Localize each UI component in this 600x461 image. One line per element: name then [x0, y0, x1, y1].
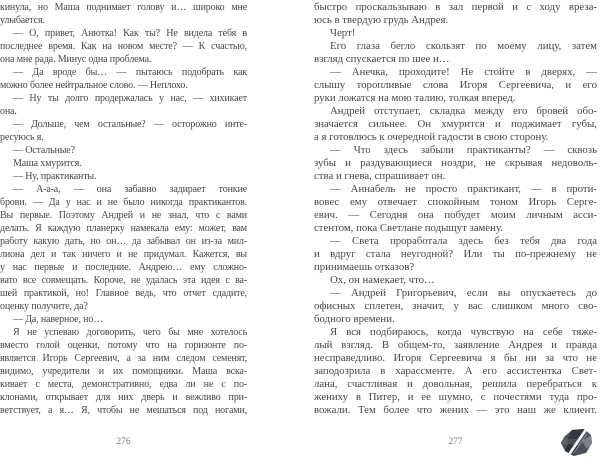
- text-line: Андрей отступает, складка между его бровей обо-: [330, 105, 597, 117]
- text-line: слышу торопливые слова Игоря Сергеевича, и его: [314, 79, 597, 91]
- text-line: — Анечка, проходите! Не стойте в дверях, —: [330, 66, 597, 78]
- text-line: — Ну, практиканты.: [13, 171, 97, 182]
- text-line: — Да, наверное, но…: [13, 314, 104, 325]
- text-line: — Что здесь забыли практиканты? — сквозь: [330, 144, 597, 156]
- text-line: она.: [0, 106, 17, 117]
- left-page-number: 276: [116, 437, 131, 447]
- text-line: является Игорь Сергеевич, а за ним следом семенят,: [0, 353, 247, 364]
- text-line: быстро проскальзываю в зал первой и с ходу вреза-: [314, 1, 597, 13]
- text-line: лиона дел и так ничего и не придумал. Кажется, вы: [0, 249, 247, 260]
- text-line: евич. — Сегодня она побудет моим личным асси-: [314, 209, 597, 221]
- left-page-text: [0, 1, 247, 417]
- text-line: — Аннабель не просто практикант, — в проти-: [330, 183, 597, 195]
- left-page[interactable]: [0, 1, 247, 417]
- text-line: оценку получите, да?: [0, 301, 88, 312]
- text-line: — Ну ты долго продержалась у нас, — хихикает: [13, 93, 247, 104]
- text-line: значается сильнее. Он хмурится и поджимает губы,: [314, 118, 597, 130]
- text-line: можно более нейтральное слово. — Неплохо.: [0, 80, 188, 91]
- text-line: лана, счастливая и довольная, решила перебраться к: [314, 378, 597, 390]
- text-line: взгляд спускается по шее и…: [314, 53, 450, 65]
- text-line: а я готовлюсь к очередной гадости в свою сторону.: [314, 131, 549, 143]
- text-line: стентом, пока Светлане подыщут замену.: [314, 222, 503, 234]
- text-line: Его глаза бегло скользят по моему лицу, затем: [330, 40, 597, 52]
- text-line: бодного времени.: [314, 313, 395, 325]
- text-line: Вы первые. Поэтому Андрей и не знал, что с вами: [0, 210, 247, 221]
- text-line: работу какую дать, но он… да забывал он из-за мил-: [0, 236, 247, 247]
- text-line: — Остальные?: [13, 145, 75, 156]
- text-line: кивает с места, демонстративно, едва ли не с по-: [0, 379, 247, 390]
- right-page[interactable]: [314, 1, 597, 417]
- text-line: она мне рада. Минус одна проблема.: [0, 54, 152, 65]
- text-line: заподозрила в харассменте. А его ассистентка Свет-: [314, 365, 597, 377]
- text-line: — Света проработала здесь без тебя два года: [330, 235, 597, 247]
- text-line: кинула, но Маша поднимает голову и… широко мне: [0, 2, 247, 13]
- text-line: — Да вроде бы… — пытаюсь подобрать как: [13, 67, 247, 78]
- text-line: у нас первые и последние. Андрею… ему сложно-: [0, 262, 247, 273]
- text-line: Маша хмурится.: [13, 158, 82, 169]
- text-line: Я не успеваю договорить, чего бы мне хотелось: [13, 327, 247, 338]
- text-line: Ох, он намекает, что…: [330, 274, 435, 286]
- text-line: руки ложатся на мою талию, толкая вперед.: [314, 92, 516, 104]
- text-line: несправедливо. Игоря Сергеевича я бы ни за что не: [314, 352, 597, 364]
- text-line: делать. Я каждую планерку намекала ему: может, вам: [0, 223, 247, 234]
- text-line: ресуюсь я.: [0, 132, 44, 143]
- text-line: — А-а-а, — она забавно задирает тонкие: [13, 184, 247, 195]
- text-line: Я вся подбираюсь, когда чувствую на себе тяже-: [330, 326, 597, 338]
- text-line: юсь в твердую грудь Андрея.: [314, 14, 449, 26]
- text-line: клонами, открывает для них дверь и вежливо при-: [0, 392, 247, 403]
- text-line: улыбается.: [0, 15, 45, 26]
- text-line: офисных сплетен, значит, у вас слишком много сво-: [314, 300, 597, 312]
- text-line: вожали. Тем более что жених — это наш же клиент.: [314, 404, 597, 416]
- text-line: видимо, учредители и их помощники. Маша вска-: [0, 366, 247, 377]
- corner-ornament-icon[interactable]: [558, 427, 594, 458]
- text-line: шей практикой, но! Главное ведь, что отчет сдадите,: [0, 288, 247, 299]
- text-line: ветствует, а я… Я, чтобы не мешаться под ногами,: [0, 405, 247, 416]
- right-page-text: [314, 1, 597, 417]
- text-line: Черт!: [330, 27, 356, 39]
- text-line: и вдруг стала неугодной? Или ты по-прежнему не: [314, 248, 597, 260]
- text-line: зубы и раздувающиеся ноздри, не скрывая недоволь-: [314, 157, 597, 169]
- text-line: — Дольше, чем остальные? — осторожно инте-: [13, 119, 247, 130]
- text-line: лый взгляд. В общем-то, заявление Андрея и правда: [314, 339, 597, 351]
- text-line: ства и гнева, спрашивает он.: [314, 170, 446, 182]
- text-line: последнее время. Как на новом месте? — К счастью,: [0, 41, 247, 52]
- text-line: — О, привет, Анютка! Как ты? Не видела тебя в: [13, 28, 247, 39]
- text-line: вместо голой оценки, потому что на горизонте по-: [0, 340, 247, 351]
- text-line: принимаешь отказов?: [314, 261, 415, 273]
- text-line: вато все совмещать. Короче, не удалась эта идея с ва-: [0, 275, 247, 286]
- right-page-number: 277: [448, 437, 463, 447]
- text-line: — Андрей Григорьевич, если вы опускаетесь до: [330, 287, 597, 299]
- text-line: брови. — Да у нас и не было никогда практикантов.: [0, 197, 247, 208]
- text-line: вовес ему отвечает спокойным тоном Игорь Серге-: [314, 196, 597, 208]
- text-line: жениху в Питер, и ее шумно, с почестями туда про-: [314, 391, 597, 403]
